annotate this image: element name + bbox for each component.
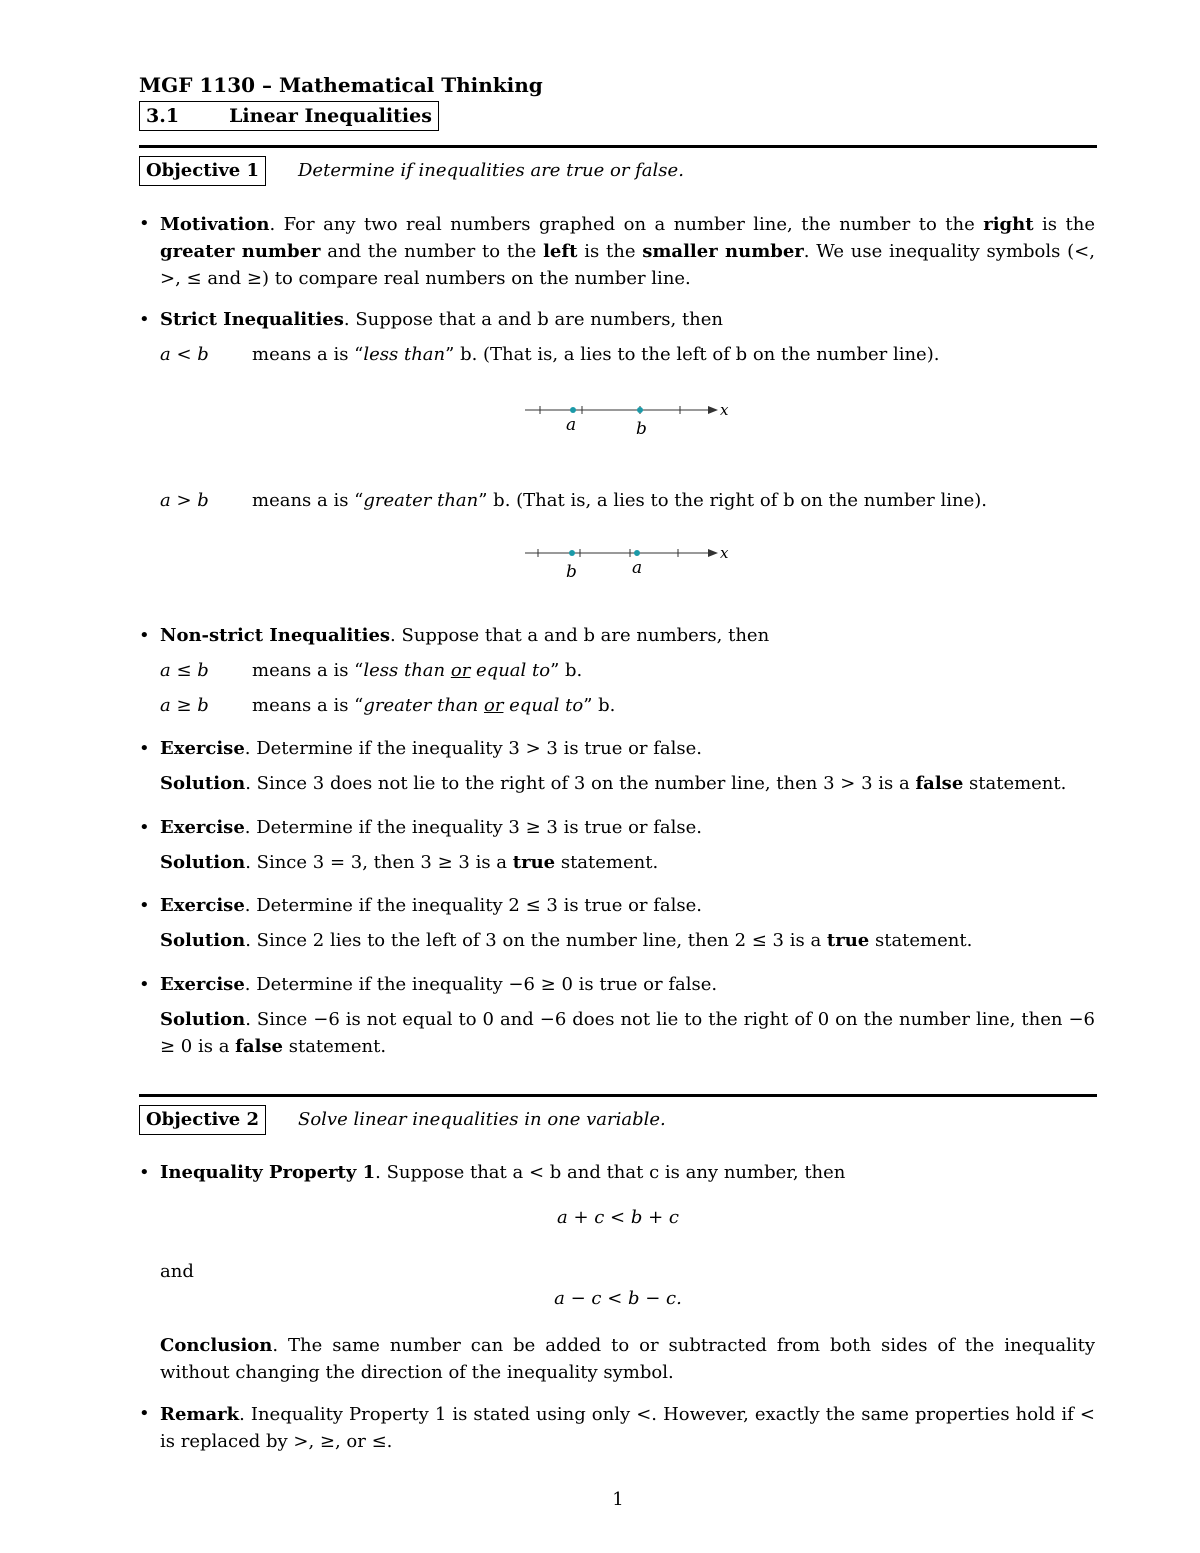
objective-2-box: Objective 2 [139,1105,266,1135]
nonstrict-intro: Non-strict Inequalities. Suppose that a and b are numbers, then [160,625,770,646]
nonstrict-ge-desc: means a is “greater than or equal to” b. [252,695,616,716]
section-title: Linear Inequalities [229,105,432,127]
number-line-a-greater-b [520,539,740,583]
objective-1-text: Determine if inequalities are true or false. [298,160,684,181]
bullet-icon: • [139,895,150,916]
label-x: x [720,401,729,419]
exercise-2-solution: Solution. Since 3 = 3, then 3 ≥ 3 is a true statement. [160,852,659,873]
bullet-icon: • [139,625,150,646]
and-connector: and [160,1261,194,1282]
point-a [570,407,576,413]
section-heading-box [139,101,439,131]
motivation-paragraph: Motivation. For any two real numbers graphed on a number line, the number to the right is the greater number and the number to the left is the smaller number. We use inequality symbols (<, >, ≤ and ≥) to compare real numbers on the number line. [160,214,1095,289]
bullet-icon: • [139,1403,150,1424]
remark-paragraph: Remark. Inequality Property 1 is stated using only <. However, exactly the same properties hold if < is replaced by >, ≥, or ≤. [160,1404,1095,1452]
number-line-a-less-b [520,396,740,440]
exercise-3-solution: Solution. Since 2 lies to the left of 3 on the number line, then 2 ≤ 3 is a true statement. [160,930,973,951]
course-title: MGF 1130 – Mathematical Thinking [139,73,543,97]
strict-greater-desc: means a is “greater than” b. (That is, a lies to the right of b on the number line). [252,490,987,511]
section-number: 3.1 [146,105,180,127]
strict-less-desc: means a is “less than” b. (That is, a lies to the left of b on the number line). [252,344,940,365]
equation-add: a + c < b + c [557,1207,679,1228]
label-b: b [566,562,577,582]
property-1-intro: Inequality Property 1. Suppose that a < b and that c is any number, then [160,1162,846,1183]
conclusion-paragraph: Conclusion. The same number can be added to or subtracted from both sides of the inequality without changing the direction of the inequality symbol. [160,1335,1095,1383]
page-number: 1 [612,1489,624,1510]
equation-subtract: a − c < b − c. [554,1288,682,1309]
nonstrict-ge-expr: a ≥ b [160,695,209,716]
bullet-icon: • [139,738,150,759]
point-a [634,550,640,556]
label-a: a [632,558,643,578]
top-rule [139,145,1097,148]
point-b [637,407,643,413]
exercise-1-solution: Solution. Since 3 does not lie to the right of 3 on the number line, then 3 > 3 is a false statement. [160,773,1067,794]
section-rule [139,1094,1097,1097]
exercise-1-question: Exercise. Determine if the inequality 3 > 3 is true or false. [160,738,703,759]
exercise-3-question: Exercise. Determine if the inequality 2 ≤ 3 is true or false. [160,895,703,916]
point-b [569,550,575,556]
strict-less-expr: a < b [160,344,209,365]
exercise-2-question: Exercise. Determine if the inequality 3 ≥ 3 is true or false. [160,817,703,838]
label-b: b [636,419,647,439]
label-a: a [566,415,577,435]
objective-2-text: Solve linear inequalities in one variable. [298,1109,666,1130]
bullet-icon: • [139,974,150,995]
strict-greater-expr: a > b [160,490,209,511]
bullet-icon: • [139,1162,150,1183]
nonstrict-le-expr: a ≤ b [160,660,209,681]
exercise-4-question: Exercise. Determine if the inequality −6 ≥ 0 is true or false. [160,974,718,995]
nonstrict-le-desc: means a is “less than or equal to” b. [252,660,583,681]
label-x: x [720,544,729,562]
bullet-icon: • [139,309,150,330]
bullet-icon: • [139,817,150,838]
bullet-icon: • [139,213,150,234]
exercise-4-solution: Solution. Since −6 is not equal to 0 and −6 does not lie to the right of 0 on the number line, then −6 ≥ 0 is a false statement. [160,1009,1095,1057]
objective-1-box: Objective 1 [139,156,266,186]
strict-intro: Strict Inequalities. Suppose that a and b are numbers, then [160,309,724,330]
